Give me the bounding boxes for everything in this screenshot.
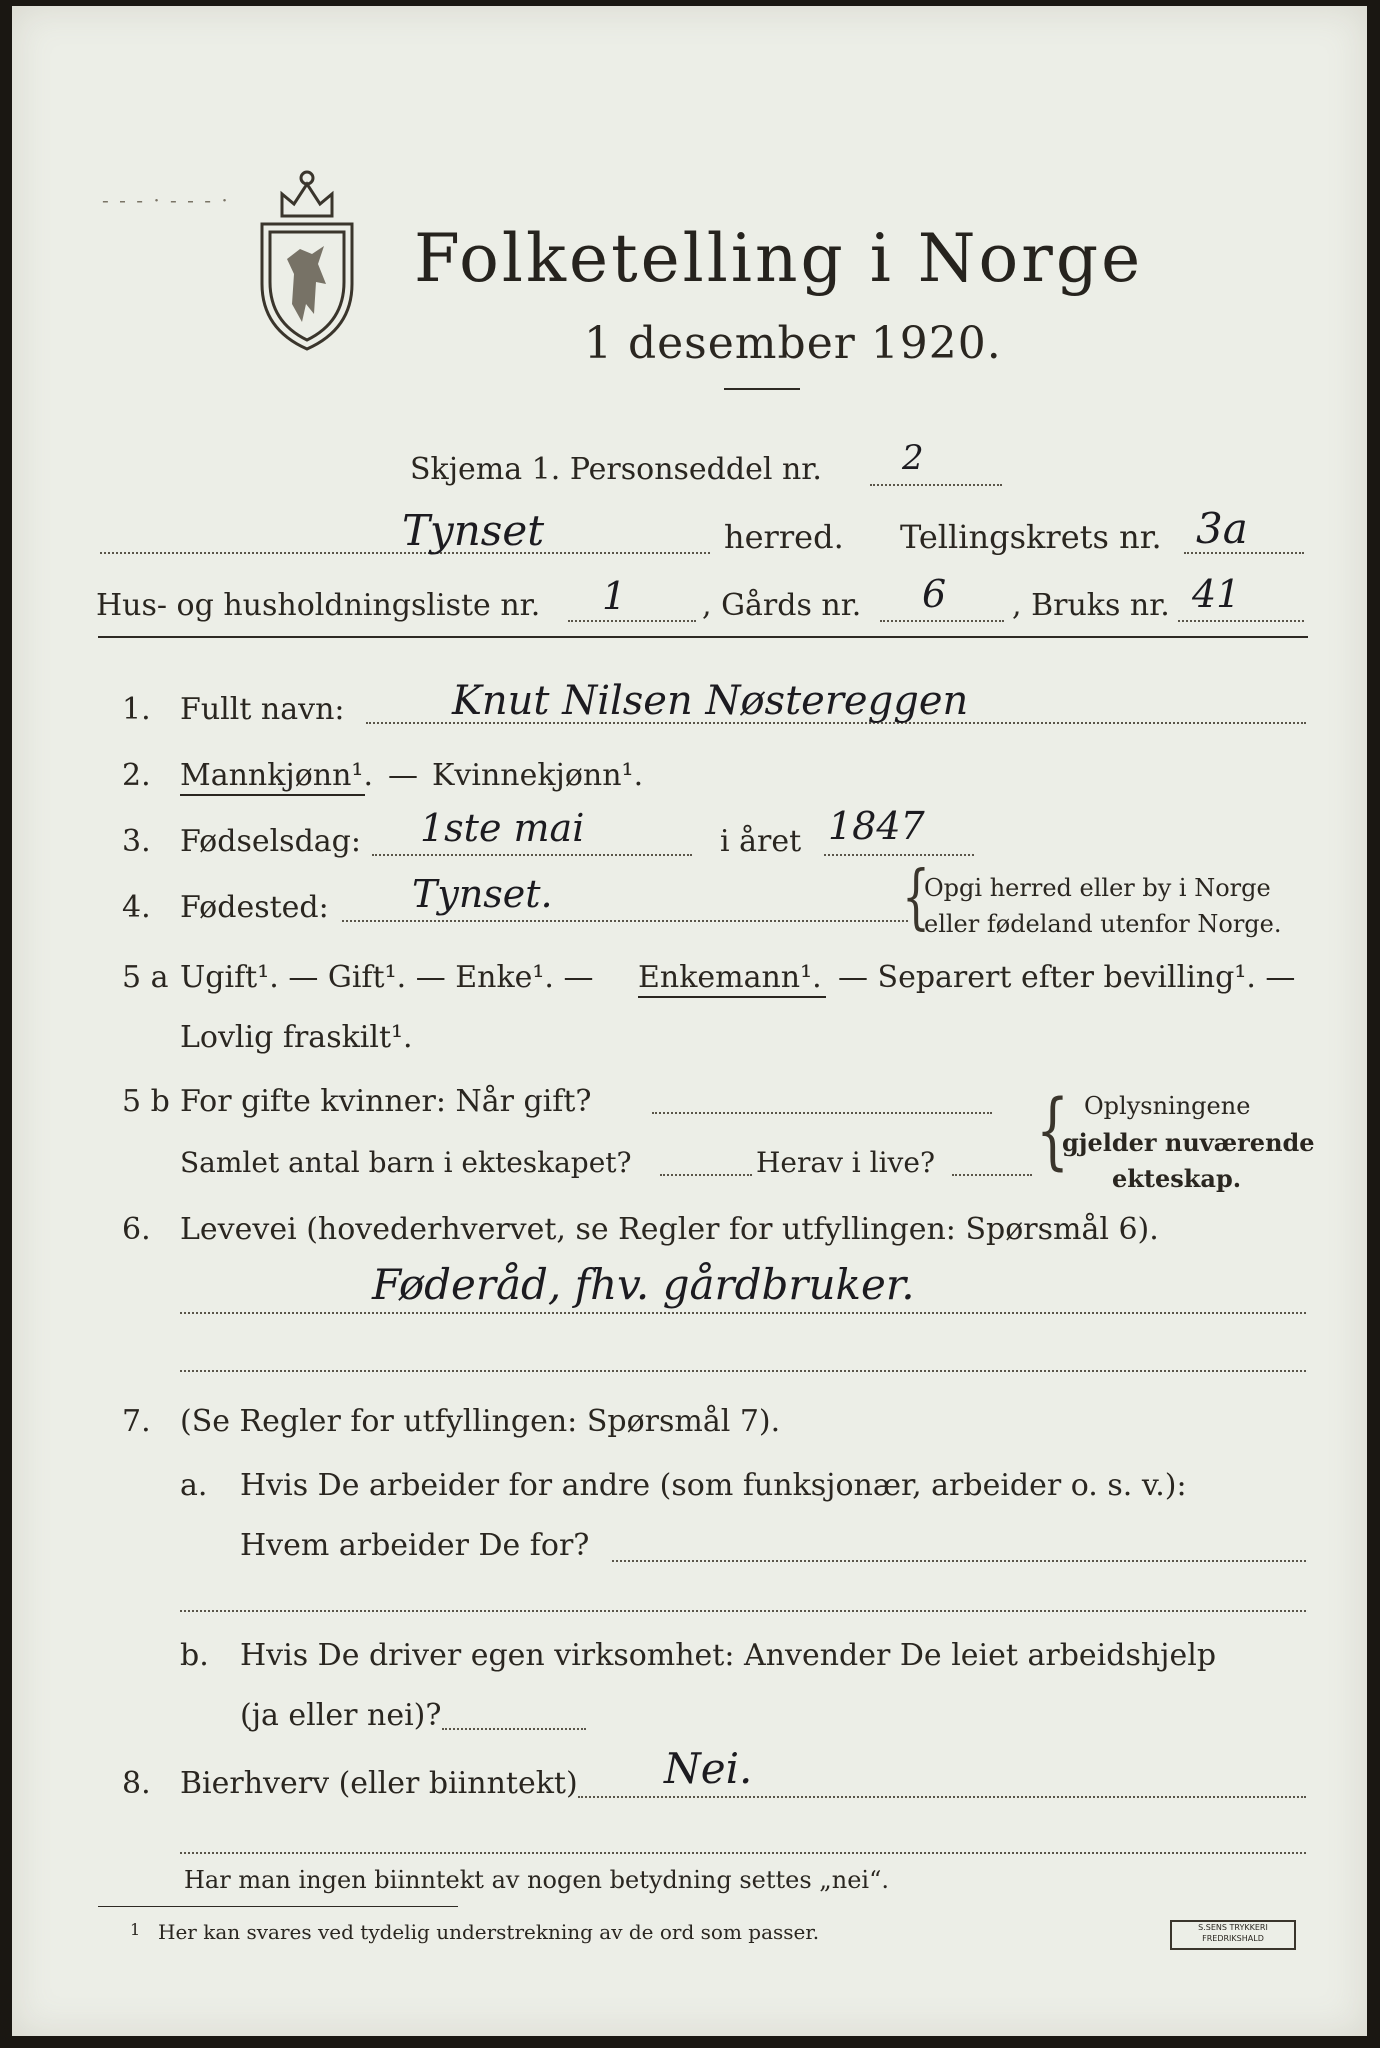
q7b-line1: Hvis De driver egen virksomhet: Anvender De leiet arbeidshjelp xyxy=(240,1638,1217,1673)
q3-birth-year: 1847 xyxy=(828,804,925,848)
footnote-text: Her kan svares ved tydelig understrekning av de ord som passer. xyxy=(158,1920,820,1944)
q5b-number: 5 b xyxy=(122,1084,170,1119)
printer-stamp: S.SENS TRYKKERI FREDRIKSHALD xyxy=(1170,1920,1296,1950)
q5b-barn-line xyxy=(660,1174,752,1176)
footer-note: Har man ingen biinntekt av nogen betydning settes „nei“. xyxy=(184,1866,889,1894)
q1-number: 1. xyxy=(122,692,151,727)
q5b-line1: For gifte kvinner: Når gift? xyxy=(180,1084,592,1119)
q2-male-underline xyxy=(180,794,365,796)
q7b-line2: (ja eller nei)? xyxy=(240,1698,442,1733)
q4-number: 4. xyxy=(122,890,151,925)
skjema-label: Skjema 1. Personseddel nr. xyxy=(410,452,822,487)
q8-answer: Nei. xyxy=(664,1744,753,1793)
q4-line xyxy=(342,920,908,922)
census-date: 1 desember 1920. xyxy=(584,318,1002,369)
q5a-text-b: — Separert efter bevilling¹. — xyxy=(838,960,1296,995)
hus-line xyxy=(568,620,696,622)
q2-sep: — xyxy=(388,758,418,793)
q4-note-line1: Opgi herred eller by i Norge xyxy=(924,874,1271,902)
bruks-label: , Bruks nr. xyxy=(1012,588,1170,623)
q8-line1 xyxy=(578,1796,1306,1798)
q5b-note-line3: ekteskap. xyxy=(1112,1164,1242,1193)
q1-label: Fullt navn: xyxy=(180,692,345,727)
tellingskrets-nr: 3a xyxy=(1196,504,1248,553)
q6-occupation: Føderåd, fhv. gårdbruker. xyxy=(372,1260,915,1309)
q7a-line2: Hvem arbeider De for? xyxy=(240,1528,590,1563)
q5b-line2a: Samlet antal barn i ekteskapet? xyxy=(180,1146,632,1179)
gards-label: , Gårds nr. xyxy=(702,588,862,623)
q2-male: Mannkjønn¹. xyxy=(180,758,373,793)
q2-number: 2. xyxy=(122,758,151,793)
q8-line2 xyxy=(180,1852,1306,1854)
q4-label: Fødested: xyxy=(180,890,329,925)
herred-label: herred. xyxy=(724,518,844,556)
personseddel-line xyxy=(870,484,1002,486)
norwegian-coat-of-arms-icon xyxy=(252,154,362,354)
q5b-note-line2: gjelder nuværende xyxy=(1062,1128,1315,1157)
q3-birth-day: 1ste mai xyxy=(420,806,585,850)
form-title: Folketelling i Norge xyxy=(414,220,1144,297)
q5a-enkemann: Enkemann¹. xyxy=(638,960,822,995)
gards-line xyxy=(880,620,1004,622)
q3-day-line xyxy=(372,854,692,856)
tellingskrets-label: Tellingskrets nr. xyxy=(900,518,1162,556)
q3-number: 3. xyxy=(122,824,151,859)
q5a-enkemann-underline xyxy=(638,996,826,998)
q8-label: Bierhverv (eller biinntekt) xyxy=(180,1766,578,1801)
q7-number: 7. xyxy=(122,1404,151,1439)
q5a-number: 5 a xyxy=(122,960,169,995)
q6-line1 xyxy=(180,1312,1306,1314)
q7b-letter: b. xyxy=(180,1638,209,1673)
title-divider xyxy=(724,388,800,390)
q3-year-label: i året xyxy=(720,824,802,859)
q7a-answer-line1 xyxy=(612,1560,1306,1562)
header-divider xyxy=(98,636,1308,638)
q5b-line2b: Herav i live? xyxy=(756,1146,935,1179)
q7a-answer-line2 xyxy=(180,1610,1306,1612)
hus-nr: 1 xyxy=(602,574,627,618)
q3-year-line xyxy=(824,854,974,856)
q6-label: Levevei (hovederhvervet, se Regler for utfyllingen: Spørsmål 6). xyxy=(180,1212,1159,1247)
bruks-nr: 41 xyxy=(1192,572,1241,616)
q4-birthplace: Tynset. xyxy=(412,872,553,916)
personseddel-nr: 2 xyxy=(902,438,924,478)
q5b-live-line xyxy=(952,1174,1032,1176)
q6-line2 xyxy=(180,1370,1306,1372)
q5a-text-a: Ugift¹. — Gift¹. — Enke¹. — xyxy=(180,960,594,995)
footnote-mark: 1 xyxy=(130,1920,141,1939)
q7a-line1: Hvis De arbeider for andre (som funksjonær, arbeider o. s. v.): xyxy=(240,1468,1187,1503)
q1-full-name: Knut Nilsen Nøstereggen xyxy=(452,678,969,724)
herred-value: Tynset xyxy=(402,506,545,555)
q4-note-line2: eller fødeland utenfor Norge. xyxy=(924,910,1282,938)
footnote-divider xyxy=(98,1906,458,1907)
q5b-gift-line xyxy=(652,1112,992,1114)
q3-label: Fødselsdag: xyxy=(180,824,361,859)
q7-label: (Se Regler for utfyllingen: Spørsmål 7). xyxy=(180,1404,781,1439)
q7a-letter: a. xyxy=(180,1468,208,1503)
bruks-line xyxy=(1178,620,1304,622)
gards-nr: 6 xyxy=(922,572,947,616)
hus-label: Hus- og husholdningsliste nr. xyxy=(96,588,541,623)
q8-number: 8. xyxy=(122,1766,151,1801)
q5a-line2: Lovlig fraskilt¹. xyxy=(180,1020,413,1055)
census-form-page: - - - · - - - · Folketelling i Norge 1 desember 1920. Skjema 1. Personseddel nr. 2 Tynset herred. Tellingskrets nr. 3a Hus- og husholdningsliste nr. 1 , Gårds nr. 6 , Bruks nr. 41 1. Fullt navn: Knut Nilsen Nøstereggen 2. Mannkjønn¹. — Kvinnekjønn¹. 3. Fødselsdag: 1ste mai i året 1847 4. Fødested: Tynset. { Opgi herred eller by i Norge eller fødeland utenfor Norge. 5 a Ugift¹. — Gift¹. — Enke¹. — Enkemann¹. — Separert efter bevilling¹. — Lovlig fraskilt¹. 5 b For gifte kvinner: Når gift? Samlet antal barn i ekteskapet? Herav i live? { Oplysningene gjelder nuværende ekteskap. 6. Levevei (hovederhvervet, se Regler for utfyllingen: Spørsmål 6). Føderåd, fhv. gårdbruker. 7. (Se Regler for utfyllingen: Spørsmål 7). a. Hvis De arbeider for andre (som funksjonær, arbeider o. s. v.): Hvem arbeider De for? b. Hvis De driver egen virksomhet: Anvender De leiet arbeidshjelp (ja eller nei)? 8. Bierhverv (eller biinntekt) Nei. Har man ingen biinntekt av nogen betydning settes „nei“. 1 Her kan svares ved tydelig understrekning av de ord som passer. S.SENS TRYKKERI FREDRIKSHALD xyxy=(12,6,1367,2036)
q6-number: 6. xyxy=(122,1212,151,1247)
q5b-note-line1: Oplysningene xyxy=(1084,1092,1251,1120)
q2-female: Kvinnekjønn¹. xyxy=(432,758,644,793)
q7b-answer-line xyxy=(442,1728,586,1730)
